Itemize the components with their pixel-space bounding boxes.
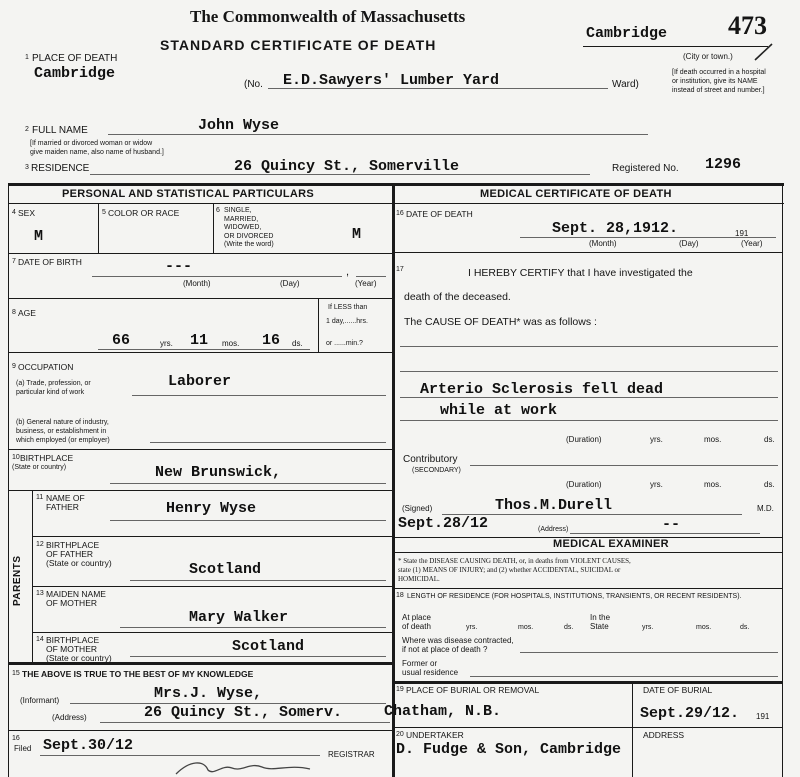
place-of-death-value: Cambridge: [34, 65, 116, 82]
burial-place-label: PLACE OF BURIAL OR REMOVAL: [406, 685, 540, 695]
death-certificate: The Commonwealth of Massachusetts STANDARD CERTIFICATE OF DEATH Cambridge 473 (City or town.) 1 PLACE OF DEATH Cambridge (No. E.D.Sawyers' Lumber Yard Ward) [If death occurred in a hospital or institution, give its NAME instead of street and number.] 2 FULL NAME John Wyse [If married or divorced woman or widow give maiden name, also name of husband.] 3 RESIDENCE 26 Quincy St., Somerville Registered No. 1296 PERSONAL AND STATISTICAL PARTICULARS MEDICAL CERTIFICATE OF DEATH 4 SEX M 5 COLOR OR RACE 6 SINGLE, MARRIED, WIDOWED, OR DIVORCED (Write the word) M 7 DATE OF BIRTH --- , (Month) (Day) (Year) 8 AGE 66 yrs. 11 mos. 16 ds. If LESS than 1 day,......hrs. or ......min.? 9 OCCUPATION (a) Trade, profession, or particular kind of work Laborer (b) General nature of industry, business, or establishment in which employed (or employer) 10 BIRTHPLACE (State or country) New Brunswick, PARENTS 11 NAME OF FATHER Henry Wyse 12 BIRTHPLACE OF FATHER (State or country) Scotland 13 MAIDEN NAME OF MOTHER Mary Walker 14 BIRTHPLACE OF MOTHER (State or country) Scotland 15 THE ABOVE IS TRUE TO THE BEST OF MY KNOWLEDGE (Informant) Mrs.J. Wyse, (Address) 26 Quincy St., Somerv. 16 Filed Sept.30/12 REGISTRAR 16 DATE OF DEATH Sept. 28,1912. 191 (Month) (Day) (Year) 17 I HEREBY CERTIFY that I have investigated the death of the deceased. The CAUSE OF DEATH* was as follows : Arterio Sclerosis fell dead while at work (Duration) yrs. mos. ds. Contributory (SECONDARY) (Duration) yrs. mos. ds. (Signed) Thos.M.Durell M.D. Sept.28/12 (Address) -- MEDICAL EXAMINER * State the DISEASE CAUSING DEATH, or, in deaths from VIOLENT CAUSES, state (1) MEANS OF INJURY; and (2) whether ACCIDENTAL, SUICIDAL or HOMICIDAL. 18 LENGTH OF RESIDENCE (FOR HOSPITALS, INSTITUTIONS, TRANSIENTS, OR RECENT RESIDENTS). At place of death yrs. mos. ds. In the State yrs. mos. ds. Where was disease contracted, if not at place of death ? Former or usual residence 19 PLACE OF BURIAL OR REMOVAL Chatham, N.B. DATE OF BURIAL Sept.29/12. 191 20 UNDERTAKER D. Fudge & Son, Cambridge ADDRESS: [0, 0, 800, 777]
certify-text-line2: death of the deceased.: [404, 291, 511, 303]
residence-length-label: LENGTH OF RESIDENCE (FOR HOSPITALS, INSTITUTIONS, TRANSIENTS, OR RECENT RESIDENTS).: [407, 593, 742, 600]
filed-date-value: Sept.30/12: [43, 737, 134, 754]
birthplace-label: BIRTHPLACE: [20, 453, 74, 463]
place-of-death-street: E.D.Sawyers' Lumber Yard: [283, 72, 500, 89]
signature-address-value: --: [662, 516, 681, 533]
age-months: 11: [190, 332, 209, 349]
informant-heading: THE ABOVE IS TRUE TO THE BEST OF MY KNOWLEDGE: [22, 669, 254, 679]
burial-date-label: DATE OF BURIAL: [643, 685, 713, 695]
marital-value: M: [352, 226, 362, 243]
sex-label: SEX: [18, 208, 36, 218]
mother-birthplace-value: Scotland: [232, 638, 305, 655]
cause-of-death-line1: Arterio Sclerosis fell dead: [420, 381, 664, 398]
city-value: Cambridge: [586, 25, 668, 42]
contributory-label: Contributory: [403, 454, 458, 465]
mother-name-value: Mary Walker: [189, 609, 289, 626]
age-years: 66: [112, 332, 131, 349]
full-name-label: FULL NAME: [32, 125, 88, 136]
medical-examiner-heading: MEDICAL EXAMINER: [553, 538, 669, 550]
sex-value: M: [34, 228, 44, 245]
check-mark: [752, 40, 776, 64]
certificate-number: 473: [728, 11, 767, 40]
residence-value: 26 Quincy St., Somerville: [234, 158, 460, 175]
color-label: COLOR OR RACE: [108, 208, 180, 218]
dob-label: DATE OF BIRTH: [18, 257, 82, 267]
date-of-death-value: Sept. 28,1912.: [552, 220, 679, 237]
dob-value: ---: [165, 258, 193, 275]
age-days: 16: [262, 332, 281, 349]
informant-value: Mrs.J. Wyse,: [154, 685, 263, 702]
undertaker-value: D. Fudge & Son, Cambridge: [396, 741, 622, 758]
age-label: AGE: [18, 308, 36, 318]
certify-text-line1: I HEREBY CERTIFY that I have investigated the: [468, 267, 693, 279]
medical-heading: MEDICAL CERTIFICATE OF DEATH: [480, 188, 672, 200]
parents-label: PARENTS: [12, 555, 23, 606]
registrar-signature: [170, 756, 320, 777]
undertaker-label: UNDERTAKER: [406, 730, 464, 740]
burial-date-value: Sept.29/12.: [640, 705, 740, 722]
marital-label: SINGLE, MARRIED, WIDOWED, OR DIVORCED (Write the word): [224, 207, 274, 248]
birthplace-value: New Brunswick,: [155, 464, 282, 481]
informant-address-value: 26 Quincy St., Somerv.: [144, 704, 343, 721]
undertaker-address-label: ADDRESS: [643, 730, 685, 740]
state-title: The Commonwealth of Massachusetts: [190, 7, 466, 26]
full-name-value: John Wyse: [198, 117, 280, 134]
father-name-value: Henry Wyse: [166, 500, 257, 517]
place-of-death-label: PLACE OF DEATH: [32, 53, 118, 64]
personal-heading: PERSONAL AND STATISTICAL PARTICULARS: [62, 188, 314, 200]
burial-place-value: Chatham, N.B.: [384, 703, 502, 720]
signed-date-value: Sept.28/12: [398, 515, 489, 532]
cause-of-death-label: The CAUSE OF DEATH* was as follows :: [404, 316, 597, 328]
residence-label: RESIDENCE: [31, 163, 90, 174]
cause-of-death-line2: while at work: [440, 402, 558, 419]
institution-note: [If death occurred in a hospital or institution, give its NAME instead of street and number.]: [672, 69, 766, 94]
occupation-value: Laborer: [168, 373, 232, 390]
form-title: STANDARD CERTIFICATE OF DEATH: [160, 37, 437, 53]
date-of-death-label: DATE OF DEATH: [406, 209, 473, 219]
occupation-label: OCCUPATION: [18, 362, 74, 372]
physician-signature: Thos.M.Durell: [495, 497, 613, 514]
city-caption: (City or town.): [683, 52, 733, 61]
registered-number: 1296: [705, 156, 742, 173]
father-birthplace-value: Scotland: [189, 561, 262, 578]
